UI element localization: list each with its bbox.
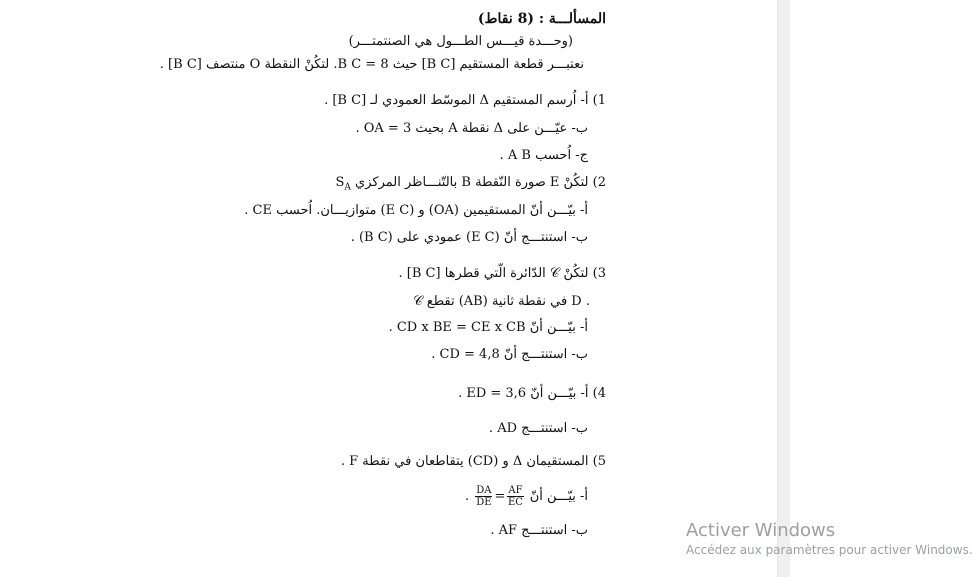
q3-intro: 3) لتكُنْ 𝒞 الدّائرة الّتي قطرها [B C] . — [398, 266, 606, 281]
frac-denominator: DE — [476, 497, 492, 508]
q2-intro-text: 2) لتكُنْ E صورة النّقطة B بالتّنـــاظر المركزي S — [335, 175, 606, 190]
watermark-line1: Activer Windows — [686, 520, 836, 541]
q4-b: ب- استنتـــج AD . — [488, 421, 588, 436]
fraction-af-ec — [507, 485, 523, 508]
watermark-line2: Accédez aux paramètres pour activer Windows. — [686, 543, 973, 557]
q4-a: 4) أ- بيّـــن أنّ ED = 3,6 . — [458, 386, 606, 401]
unit-note: (وحـــدة قيـــس الطـــول هي الصنتمتـــر) — [348, 34, 573, 49]
q5-intro: 5) المستقيمان Δ و (CD) يتقاطعان في نقطة F . — [340, 454, 606, 469]
q3-a: أ- بيّـــن أنّ CD x BE = CE x CB . — [388, 320, 588, 335]
q1-b: ب- عيّـــن على Δ نقطة A بحيث OA = 3 . — [355, 121, 588, 136]
vertical-scrollbar[interactable] — [777, 0, 790, 577]
q2-intro-sub: A — [344, 182, 351, 193]
frac-denominator: EC — [508, 497, 523, 508]
q1-a: 1) أ- اُرسم المستقيم Δ الموسّط العمودي لـ [B C] . — [324, 93, 606, 108]
q3-b: ب- استنتـــج أنّ CD = 4,8 . — [431, 347, 588, 362]
q3-intro2: 𝒞 تقطع (AB) في نقطة ثانية D . — [413, 294, 590, 309]
q2-a: أ- بيّـــن أنّ المستقيمين (OA) و (E C) متوازيـــان. اُحسب CE . — [244, 203, 588, 218]
windows-activation-watermark — [686, 520, 973, 558]
q2-intro — [336, 174, 607, 197]
q5-a: أ- بيّـــن أنّ $\frac{AF}{EC}$ = $\frac{DA}{DE}$ . — [464, 485, 588, 508]
problem-intro: نعتبـــر قطعة المستقيم [B C] حيث B C = 8. لتكُنْ النقطة O منتصف [B C] . — [159, 57, 584, 72]
q5-b: ب- استنتـــج AF . — [490, 523, 588, 538]
q1-c: ج- اُحسب A B . — [499, 148, 588, 163]
q5-a-prefix: أ- بيّـــن أنّ — [529, 489, 588, 504]
fraction-da-de — [475, 485, 492, 508]
q2-b: ب- استنتـــج أنّ (E C) عمودي على (B C) . — [350, 230, 588, 245]
problem-title: المسألـــة : (8 نقاط) — [477, 11, 606, 27]
frac-numerator: DA — [476, 485, 492, 496]
frac-numerator: AF — [508, 485, 523, 496]
